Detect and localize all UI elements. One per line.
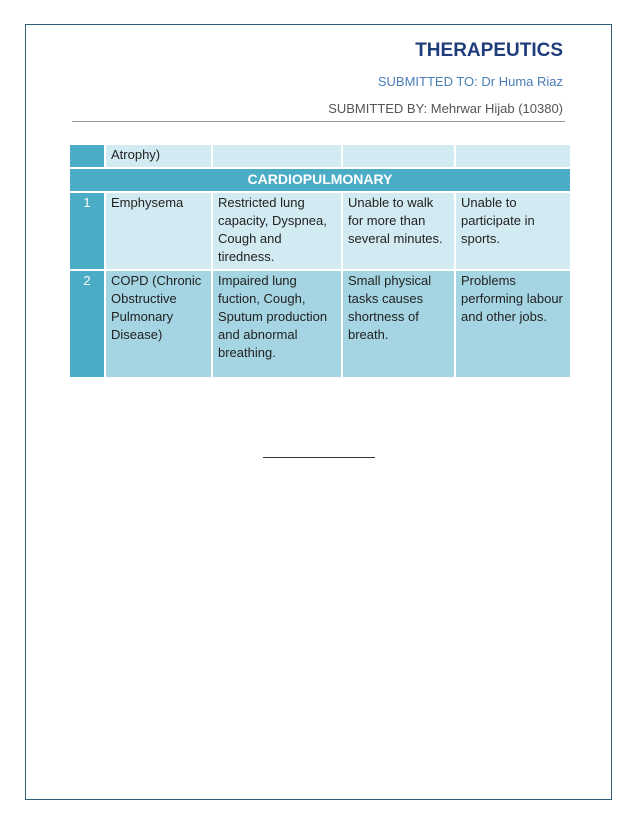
row-number: 2 (69, 270, 105, 378)
table-row (69, 192, 571, 270)
submitted-by: SUBMITTED BY: Mehrwar Hijab (10380) (328, 101, 563, 116)
header-divider (72, 121, 565, 122)
section-header-row (69, 168, 571, 192)
impairment-cell (212, 144, 342, 168)
impairment-cell: Impaired lung fuction, Cough, Sputum production and abnormal breathing. (212, 270, 342, 378)
impairment-cell: Restricted lung capacity, Dyspnea, Cough and tiredness. (212, 192, 342, 270)
document-title: THERAPEUTICS (415, 40, 563, 61)
row-number: 1 (69, 192, 105, 270)
activity-limitation-cell: Unable to walk for more than several minutes. (342, 192, 455, 270)
participation-restriction-cell (455, 144, 571, 168)
activity-limitation-cell (342, 144, 455, 168)
row-number (69, 144, 105, 168)
participation-restriction-cell: Problems performing labour and other jobs. (455, 270, 571, 378)
signature-line (263, 457, 375, 458)
submitted-to: SUBMITTED TO: Dr Huma Riaz (377, 74, 563, 89)
section-title: CARDIOPULMONARY (69, 168, 571, 192)
table-row (69, 144, 571, 168)
condition-cell: Emphysema (105, 192, 212, 270)
page-border (25, 24, 612, 800)
condition-cell: COPD (Chronic Obstructive Pulmonary Disease) (105, 270, 212, 378)
table-row (69, 270, 571, 378)
participation-restriction-cell: Unable to participate in sports. (455, 192, 571, 270)
condition-cell: Atrophy) (105, 144, 212, 168)
activity-limitation-cell: Small physical tasks causes shortness of breath. (342, 270, 455, 378)
therapeutics-table (68, 143, 572, 379)
